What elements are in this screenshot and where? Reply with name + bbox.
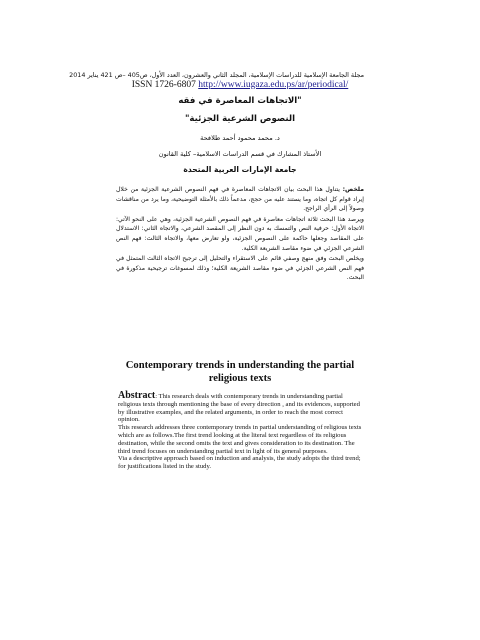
arabic-abstract: [116, 185, 364, 284]
english-abstract-text-1: : This research deals with contemporary trends in understanding partial religious texts through mentioning the base of every direction , and its evidences, supported by illustrative examples, and the related arguments, in order to reach the most correct opinion.: [118, 393, 360, 424]
arabic-university: جامعة الإمارات العربية المتحدة: [183, 165, 297, 174]
english-abstract: [118, 392, 364, 471]
arabic-title-line-2: النصوص الشرعية الجزئية": [184, 114, 296, 124]
arabic-author-position: الأستاذ المشارك في قسم الدراسات الاسلامية– كلية القانون: [158, 150, 322, 158]
english-abstract-paragraph-4: Via a descriptive approach based on induction and analysis, the study adopts the third trend; for justifications listed in the study.: [118, 455, 361, 471]
arabic-abstract-text-1: يتناول هذا البحث بيان الاتجاهات المعاصرة في فهم النصوص الشرعية الجزئية من خلال إيراد قوام كل اتجاه، وما يستند عليه من حجج، مدعماً ذلك بالأمثلة التوضيحية، وما يرد من مناقشات وصولاً إلى الرأي الراجح.: [116, 186, 364, 213]
english-abstract-label: Abstract: [118, 390, 156, 401]
journal-url-link[interactable]: http://www.iugaza.edu.ps/ar/periodical/: [198, 80, 349, 90]
issn-line: [116, 80, 364, 91]
arabic-abstract-paragraph-2: ويرصد هذا البحث ثلاثة اتجاهات معاصرة في فهم النصوص الشرعية الجزئية، وهي على النحو الآتي: الاتجاه الأول: حرفية النص والتمسك به دون النظر إلى المقصد الشرعي، والاتجاه الثاني: الاستدلال على المقاصد وجعلها حاكمة على النصوص الجزئية، ولو تعارض معها، والاتجاه الثالث: فهم النص الشرعي الجزئي في ضوء مقاصد الشريعة الكلية.: [116, 215, 364, 252]
english-title: Contemporary trends in understanding the partial religious texts: [125, 360, 355, 384]
english-abstract-paragraph-1: [118, 392, 364, 424]
journal-citation-line: مجلة الجامعة الإسلامية للدراسات الإسلامية، المجلد الثاني والعشرون، العدد الأول، ص405 –ص 421 يناير 2014: [69, 71, 364, 79]
arabic-abstract-paragraph-3: ويخلص البحث وفق منهج وصفي قائم على الاستقراء والتحليل إلى ترجيح الاتجاه الثالث المتمثل في فهم النص الشرعي الجزئي في ضوء مقاصد الشريعة الكلية؛ وذلك لمسوغات ترجيحية مذكورة في البحث.: [116, 255, 364, 282]
english-abstract-paragraph-3: destination, while the second omits the text and gives consideration to its destination. The third trend focuses on understanding partial text in light of its general purposes.: [118, 439, 355, 455]
arabic-abstract-label: ملخص:: [342, 186, 364, 193]
english-abstract-paragraph-2: This research addresses three contemporary trends in partial understanding of religious texts which are as follows.The first trend looking at the literal text regardless of its religious: [118, 424, 362, 439]
arabic-author: د. محمد محمود أحمد طلافحة: [200, 134, 280, 142]
arabic-title-line-1: "الاتجاهات المعاصرة في فقه: [178, 96, 302, 106]
issn-number: ISSN 1726-6807: [131, 80, 196, 90]
arabic-abstract-paragraph-1: [116, 185, 364, 214]
